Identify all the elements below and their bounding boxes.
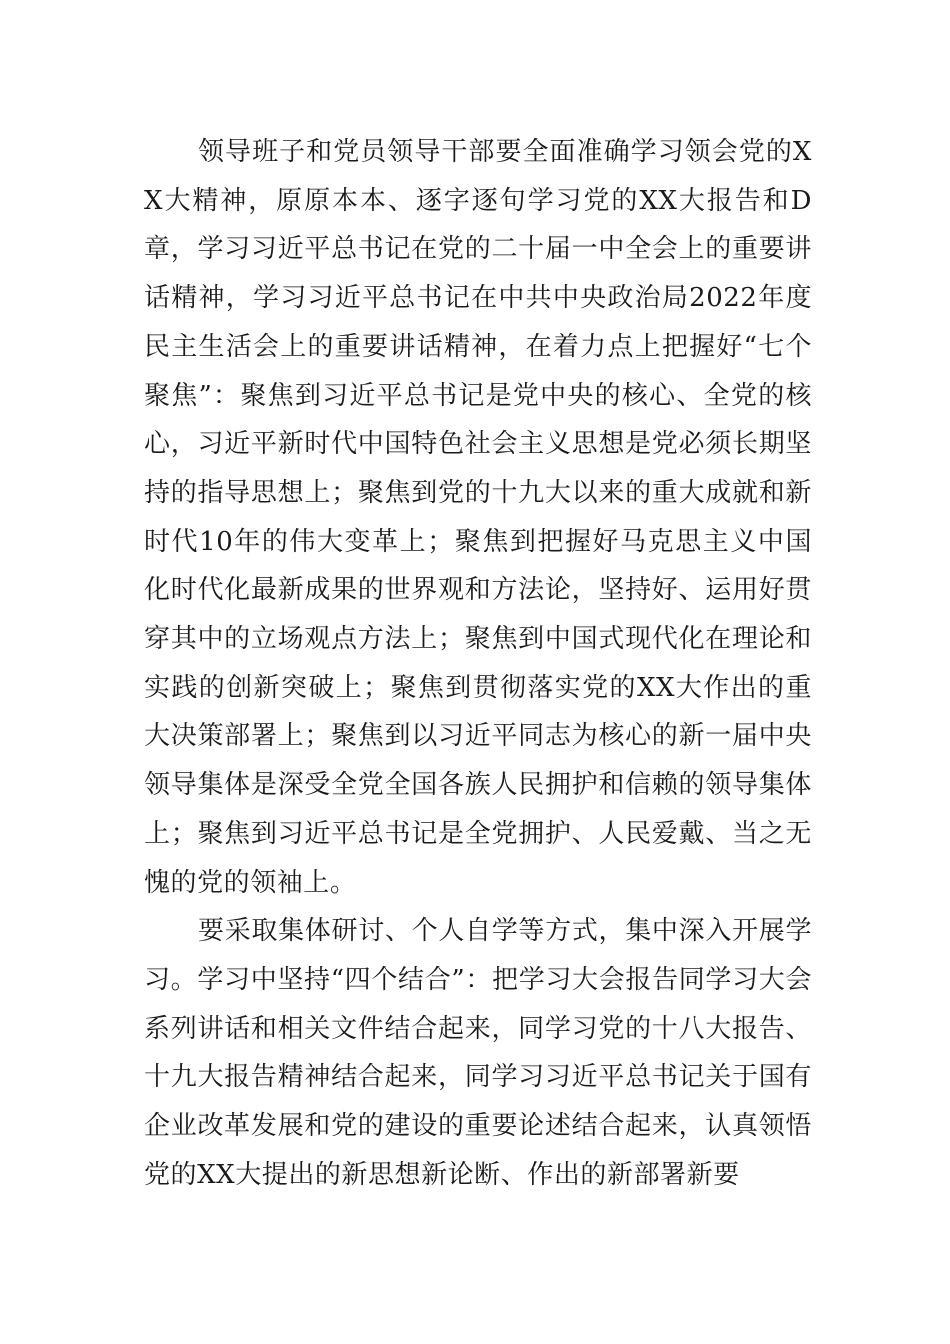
paragraph-seven-focuses: 领导班子和党员领导干部要全面准确学习领会党的XX大精神，原原本本、逐字逐句学习党的XX大报告和D章，学习习近平总书记在党的二十届一中全会上的重要讲话精神，学习习近平总书记在中共中央政治局2022年度民主生活会上的重要讲话精神，在着力点上把握好“七个聚焦”：聚焦到习近平总书记是党中央的核心、全党的核心，习近平新时代中国特色社会主义思想是党必须长期坚持的指导思想上；聚焦到党的十九大以来的重大成就和新时代10年的伟大变革上；聚焦到把握好马克思主义中国化时代化最新成果的世界观和方法论，坚持好、运用好贯穿其中的立场观点方法上；聚焦到中国式现代化在理论和实践的创新突破上；聚焦到贯彻落实党的XX大作出的重大决策部署上；聚焦到以习近平同志为核心的新一届中央领导集体是深受全党全国各族人民拥护和信赖的领导集体上；聚焦到习近平总书记是全党拥护、人民爱戴、当之无愧的党的领袖上。 <box>144 137 812 898</box>
document-body <box>144 128 812 1199</box>
paragraph-four-combinations: 要采取集体研讨、个人自学等方式，集中深入开展学习。学习中坚持“四个结合”：把学习大会报告同学习大会系列讲话和相关文件结合起来，同学习党的十八大报告、十九大报告精神结合起来，同学习习近平总书记关于国有企业改革发展和党的建设的重要论述结合起来，认真领悟党的XX大提出的新思想新论断、作出的新部署新要 <box>144 916 812 1190</box>
